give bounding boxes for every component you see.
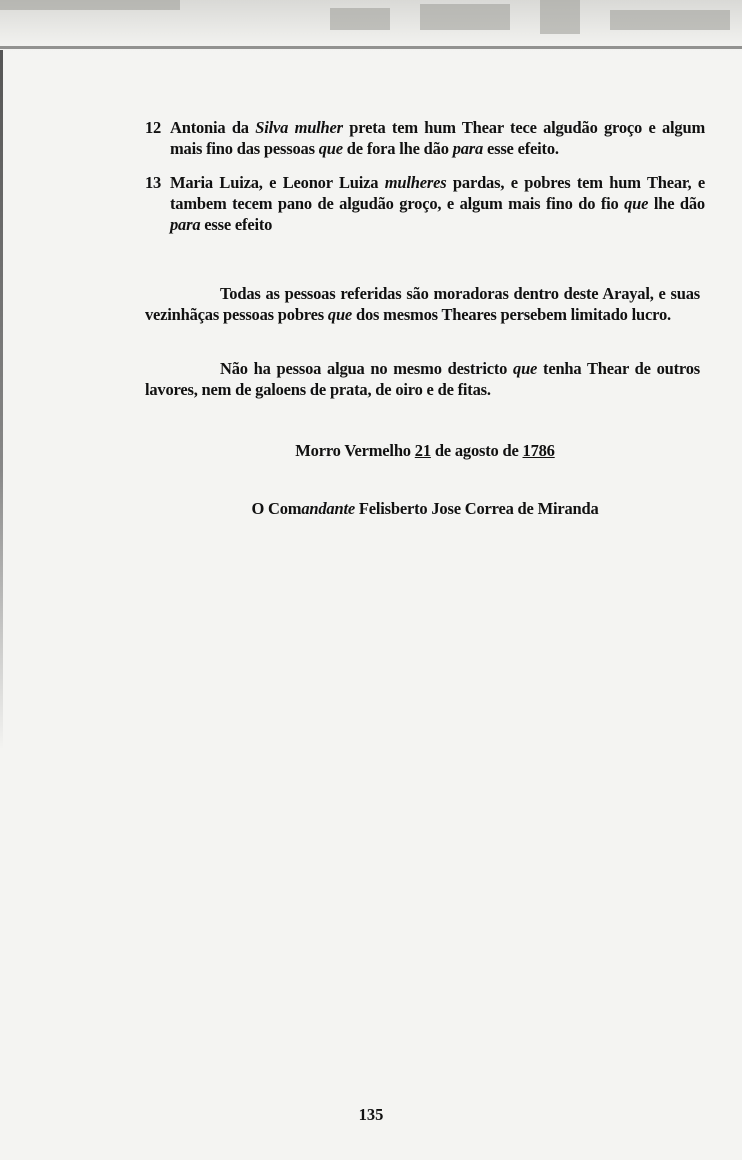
date-year: 1786	[522, 441, 555, 460]
item-text: Antonia da Silva mulher preta tem hum Thear tece algudão groço e algum mais fino das pessoas que de fora lhe dão para esse efeito.	[170, 118, 705, 158]
signature-line: O Comandante Felisberto Jose Correa de Miranda	[251, 499, 599, 518]
paragraph-no-other-looms: Não ha pessoa algua no mesmo destricto que tenha Thear de outros lavores, nem de galoens de prata, de oiro e de fitas.	[145, 359, 700, 399]
page-number: 135	[358, 1105, 384, 1124]
scan-header-artifact	[0, 0, 742, 52]
date-day: 21	[414, 441, 431, 460]
item-text: Maria Luiza, e Leonor Luiza mulheres pardas, e pobres tem hum Thear, e tambem tecem pano de algudão groço, e algum mais fino do fio que lhe dão para esse efeito	[170, 173, 706, 234]
item-number: 12	[145, 118, 162, 137]
page-left-shadow	[0, 50, 3, 750]
scan-edge-line	[0, 46, 742, 49]
list-item-12	[145, 117, 705, 159]
list-item-13	[145, 172, 705, 235]
dateline: Morro Vermelho 21 de agosto de 1786	[295, 441, 555, 460]
item-number: 13	[145, 173, 162, 192]
paragraph-residents: Todas as pessoas referidas são moradoras dentro deste Arayal, e suas vezinhãças pessoas pobres que dos mesmos Theares persebem limitado lucro.	[145, 284, 700, 324]
